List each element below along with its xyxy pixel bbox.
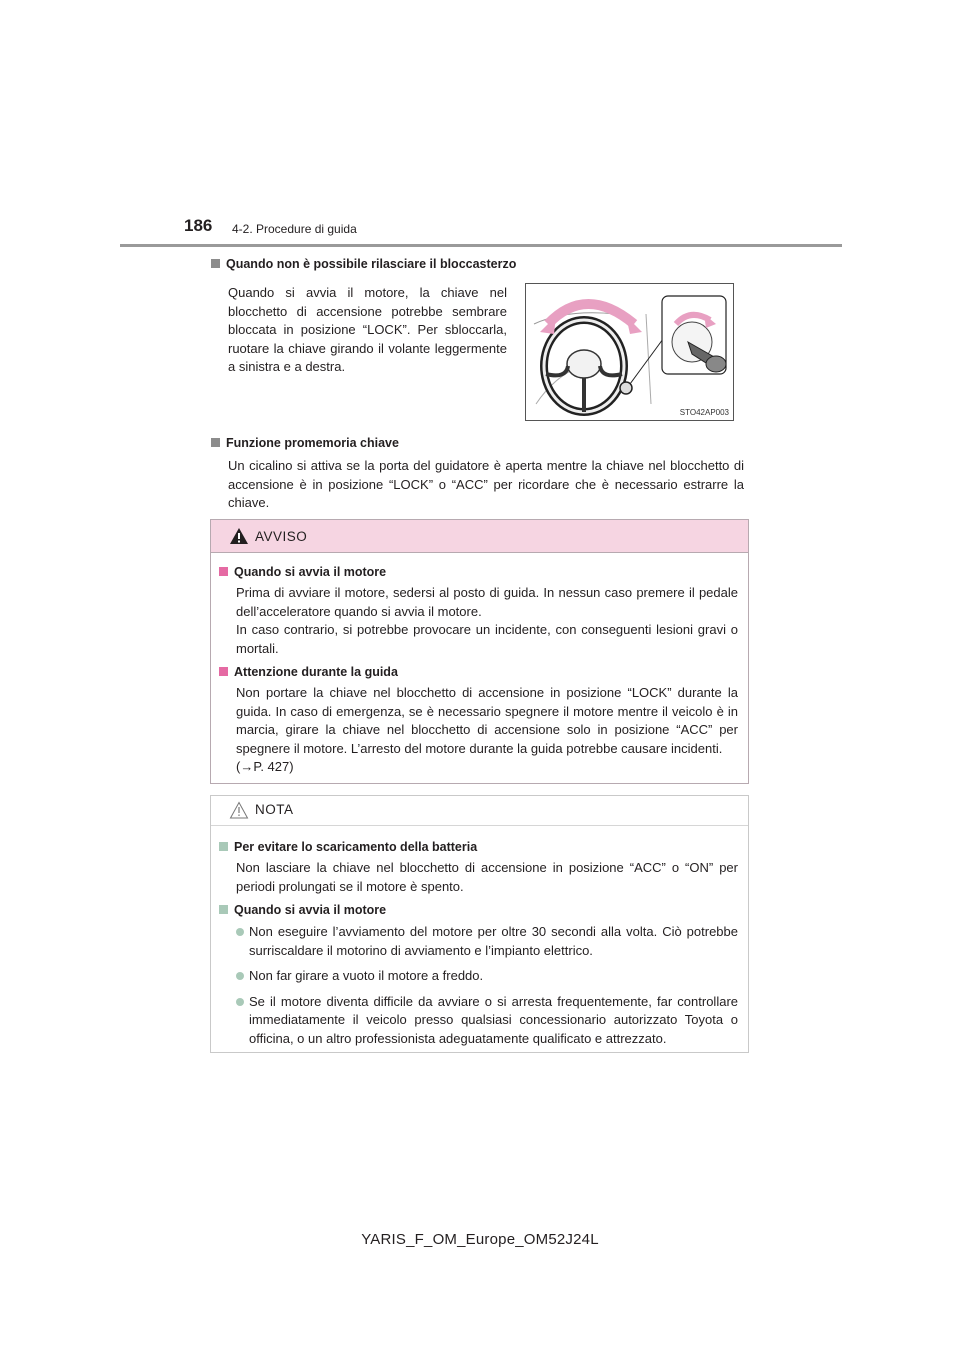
warning-item-text: Non portare la chiave nel blocchetto di accensione in posizione “LOCK” durante la guida. In caso di emergenza, se è necessario spegnere il motore mentre il veicolo è in marcia, girare la chiave nel blocchetto di accensione solo in posizione “ACC” per spegnere il motore. L’arresto del motore durante la guida potrebbe causare incidenti. [236, 685, 738, 756]
bullet-text: Se il motore diventa difficile da avviare o si arresta frequentemente, far controllare immediatamente il veicolo presso qualsiasi concessionario autorizzato Toyota o officina, o un altro professionista adeguatamente qualificato e attrezzato. [249, 993, 738, 1046]
warning-item-text: In caso contrario, si potrebbe provocare un incidente, con conseguenti lesioni gravi o mortali. [236, 622, 738, 656]
heading-text: Quando si avvia il motore [234, 565, 387, 579]
heading-text: Funzione promemoria chiave [226, 436, 399, 450]
warning-box-header [211, 520, 748, 553]
steering-wheel-key-illustration [525, 283, 734, 421]
note-box-header [211, 796, 748, 826]
bullet-dot-icon [236, 972, 244, 980]
warning-box-content [219, 563, 738, 777]
section-title: 4-2. Procedure di guida [232, 222, 357, 236]
note-item-heading [219, 901, 738, 919]
note-bullet [219, 967, 738, 986]
warning-triangle-icon [229, 527, 249, 545]
warning-item-heading [219, 663, 738, 681]
bullet-dot-icon [236, 928, 244, 936]
warning-box [210, 519, 749, 784]
warning-item-heading [219, 563, 738, 581]
heading-text: Quando non è possibile rilasciare il bloccasterzo [226, 257, 517, 271]
page-number: 186 [184, 216, 213, 235]
bullet-text: Non far girare a vuoto il motore a freddo. [249, 968, 484, 983]
bullet-text: Non eseguire l’avviamento del motore per oltre 30 secondi alla volta. Ciò potrebbe surriscaldare il motorino di avviamento e l’impianto elettrico. [249, 924, 738, 958]
heading-key-reminder [211, 434, 751, 452]
note-bullet [219, 923, 738, 960]
heading-text: Per evitare lo scaricamento della batteria [234, 840, 478, 854]
note-item-heading [219, 838, 738, 856]
square-bullet-icon [211, 438, 220, 447]
note-box [210, 795, 749, 1053]
square-bullet-icon [219, 842, 228, 851]
square-bullet-icon [219, 905, 228, 914]
bullet-dot-icon [236, 998, 244, 1006]
note-box-title: NOTA [255, 802, 294, 817]
paragraph-key-reminder: Un cicalino si attiva se la porta del guidatore è aperta mentre la chiave nel blocchetto di accensione è in posizione “LOCK” o “ACC” per ricordare che è necessario estrarre la chiave. [228, 458, 744, 510]
note-box-content [219, 838, 738, 1048]
note-item-text: Non lasciare la chiave nel blocchetto di accensione in posizione “ACC” o “ON” per periodi prolungati se il motore è spento. [236, 860, 738, 894]
note-bullet [219, 993, 738, 1049]
square-bullet-icon [219, 567, 228, 576]
square-bullet-icon [211, 259, 220, 268]
paragraph-steering-lock: Quando si avvia il motore, la chiave nel blocchetto di accensione potrebbe sembrare bloccata in posizione “LOCK”. Per sbloccarla, ruotare la chiave girando il volante leggermente a sinistra e a destra. [228, 285, 507, 374]
warning-item-text: Prima di avviare il motore, sedersi al posto di guida. In nessun caso premere il pedale dell’acceleratore quando si avvia il motore. [236, 585, 738, 619]
footer-doc-code: YARIS_F_OM_Europe_OM52J24L [361, 1231, 599, 1248]
warning-item-text: (→P. 427) [236, 759, 294, 774]
warning-box-title: AVVISO [255, 529, 308, 544]
caution-triangle-icon [229, 801, 249, 819]
heading-text: Attenzione durante la guida [234, 665, 398, 679]
figure-code: STO42AP003 [679, 408, 729, 417]
steering-wheel-icon [526, 284, 733, 420]
square-bullet-icon [219, 667, 228, 676]
heading-steering-lock [211, 255, 751, 273]
header-divider [120, 244, 842, 247]
heading-text: Quando si avvia il motore [234, 903, 387, 917]
